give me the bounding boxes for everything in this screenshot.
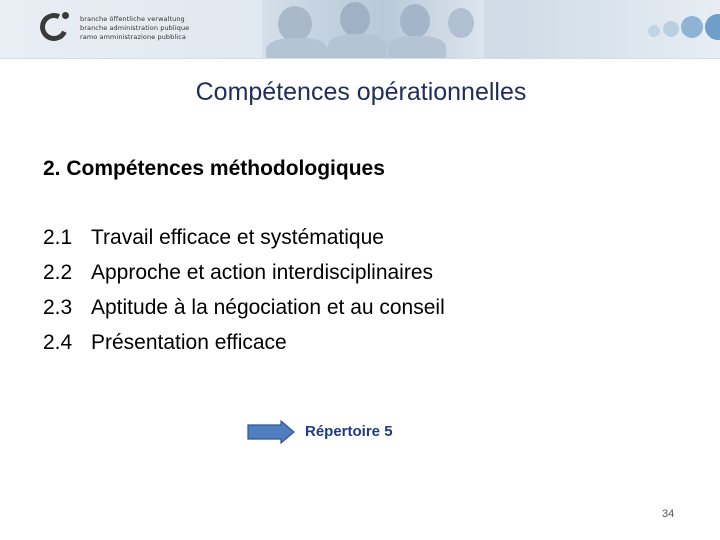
photo-person	[340, 2, 370, 36]
list-item-label: Approche et action interdisciplinaires	[91, 260, 434, 284]
page-number: 34	[662, 508, 675, 520]
list-item-label: Travail efficace et systématique	[91, 225, 384, 249]
list-item-number: 2.2	[43, 260, 73, 284]
repertoire-link[interactable]: Répertoire 5	[305, 423, 393, 440]
slide-title: Compétences opérationnelles	[195, 78, 527, 106]
deco-dot	[663, 21, 679, 37]
org-line-fr: branche administration publique	[80, 24, 190, 32]
header-banner	[0, 0, 720, 58]
photo-person	[448, 8, 474, 38]
list-item	[43, 290, 445, 325]
photo-person-body	[388, 36, 446, 58]
list-item-number: 2.1	[43, 225, 73, 249]
organization-name	[80, 15, 189, 42]
right-arrow-icon[interactable]	[247, 420, 295, 444]
list-item-label: Présentation efficace	[91, 330, 287, 354]
list-item-number: 2.3	[43, 295, 73, 319]
photo-person-body	[328, 34, 386, 58]
photo-person	[400, 4, 430, 38]
section-heading: 2. Compétences méthodologiques	[43, 157, 385, 180]
org-line-de: branche öffentliche verwaltung	[80, 15, 185, 23]
org-line-it: ramo amministrazione pubblica	[80, 33, 186, 41]
list-item	[43, 220, 445, 255]
deco-dot	[648, 25, 660, 37]
deco-dot	[681, 16, 703, 38]
logo-dot	[62, 12, 69, 19]
list-item-number: 2.4	[43, 330, 73, 354]
deco-dot	[705, 14, 720, 40]
competence-list	[43, 220, 445, 360]
list-item	[43, 325, 445, 360]
photo-person-body	[266, 38, 328, 58]
header-divider	[0, 58, 720, 59]
list-item-label: Aptitude à la négociation et au conseil	[91, 295, 445, 319]
photo-person	[278, 6, 312, 42]
header-photo	[262, 0, 484, 58]
list-item	[43, 255, 445, 290]
